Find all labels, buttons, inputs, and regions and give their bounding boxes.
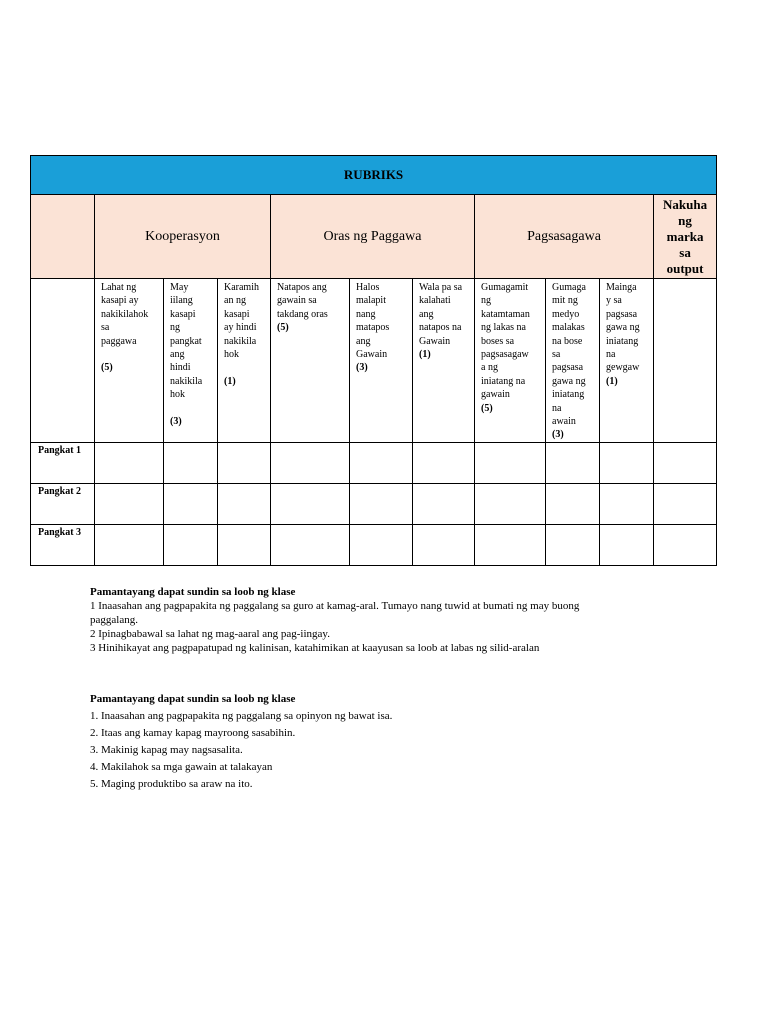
score-cell[interactable]: [218, 524, 271, 565]
output-score-header: Nakuha ng marka sa output: [654, 195, 717, 279]
criterion-text: Halos malapit nang matapos ang Gawain: [356, 282, 390, 361]
rules-heading: Pamantayang dapat sundin sa loob ng klase: [90, 693, 296, 705]
category-pagsasagawa: Pagsasagawa: [475, 195, 654, 279]
rule-item: paggalang.: [90, 614, 138, 626]
rule-item: 5. Maging produktibo sa araw na ito.: [90, 778, 253, 790]
score-cell[interactable]: [413, 524, 475, 565]
criterion-cell: [164, 279, 218, 443]
criterion-cell: [218, 279, 271, 443]
group-label: Pangkat 3: [31, 524, 95, 565]
score-cell[interactable]: [475, 442, 546, 483]
criterion-text: Lahat ng kasapi ay nakikilahok sa paggawa: [101, 282, 149, 347]
criterion-points: (3): [170, 416, 182, 428]
score-cell[interactable]: [271, 442, 350, 483]
criterion-cell: [350, 279, 413, 443]
criterion-cell: [546, 279, 600, 443]
criterion-text: Karamih an ng kasapi ay hindi nakikila hok: [224, 282, 259, 361]
criterion-points: (1): [606, 375, 618, 387]
criterion-text: Mainga y sa pagsasa gawa ng iniatang na gewgaw: [606, 282, 640, 374]
score-cell[interactable]: [164, 524, 218, 565]
score-cell[interactable]: [654, 483, 717, 524]
rule-item: 4. Makilahok sa mga gawain at talakayan: [90, 761, 273, 773]
score-cell[interactable]: [546, 524, 600, 565]
rules-heading: Pamantayang dapat sundin sa loob ng klase: [90, 586, 296, 598]
score-cell[interactable]: [218, 483, 271, 524]
score-cell[interactable]: [271, 524, 350, 565]
criterion-points: (1): [224, 375, 236, 387]
table-row: [31, 483, 717, 524]
rule-item: 1 Inaasahan ang pagpapakita ng paggalang sa guro at kamag-aral. Tumayo nang tuwid at bumati ng may buong: [90, 600, 580, 612]
rubric-title: RUBRIKS: [31, 156, 717, 195]
score-cell[interactable]: [546, 483, 600, 524]
blank-output-cell: [654, 279, 717, 443]
rules-section-1: [90, 585, 579, 655]
criterion-cell: [475, 279, 546, 443]
rule-item: 2. Itaas ang kamay kapag mayroong sasabihin.: [90, 727, 296, 739]
rules-section-2: [90, 691, 392, 793]
score-cell[interactable]: [413, 442, 475, 483]
table-row: [31, 524, 717, 565]
criterion-points: (5): [101, 362, 113, 374]
blank-header-cell: [31, 195, 95, 279]
rule-item: 3 Hinihikayat ang pagpapatupad ng kalinisan, katahimikan at kaayusan sa loob at labas ng silid-aralan: [90, 642, 540, 654]
criterion-cell: [413, 279, 475, 443]
criterion-points: (1): [419, 349, 431, 361]
score-cell[interactable]: [350, 524, 413, 565]
criterion-text: Wala pa sa kalahati ang natapos na Gawain: [419, 282, 463, 347]
score-cell[interactable]: [600, 483, 654, 524]
score-cell[interactable]: [95, 442, 164, 483]
rubric-table: [30, 155, 717, 566]
score-cell[interactable]: [164, 483, 218, 524]
criterion-text: Natapos ang gawain sa takdang oras: [277, 282, 328, 320]
criterion-text: May iilang kasapi ng pangkat ang hindi nakikila hok: [170, 282, 203, 401]
rule-item: 2 Ipinagbabawal sa lahat ng mag-aaral ang pag-iingay.: [90, 628, 330, 640]
category-kooperasyon: Kooperasyon: [95, 195, 271, 279]
table-row: [31, 442, 717, 483]
group-label: Pangkat 2: [31, 483, 95, 524]
criterion-cell: [600, 279, 654, 443]
score-cell[interactable]: [95, 483, 164, 524]
rule-item: 1. Inaasahan ang pagpapakita ng paggalang sa opinyon ng bawat isa.: [90, 710, 393, 722]
score-cell[interactable]: [546, 442, 600, 483]
score-cell[interactable]: [475, 524, 546, 565]
score-cell[interactable]: [350, 483, 413, 524]
score-cell[interactable]: [413, 483, 475, 524]
score-cell[interactable]: [95, 524, 164, 565]
score-cell[interactable]: [654, 442, 717, 483]
criterion-text: Gumaga mit ng medyo malakas na bose sa pagsasa gawa ng iniatang na awain: [552, 282, 586, 428]
score-cell[interactable]: [475, 483, 546, 524]
criterion-text: Gumagamit ng katamtaman ng lakas na boses sa pagsasagaw a ng iniatang na gawain: [481, 282, 530, 401]
score-cell[interactable]: [600, 524, 654, 565]
group-label: Pangkat 1: [31, 442, 95, 483]
criterion-points: (3): [356, 362, 368, 374]
criterion-points: (5): [481, 402, 493, 414]
score-cell[interactable]: [350, 442, 413, 483]
criterion-points: (3): [552, 429, 564, 441]
criterion-cell: [271, 279, 350, 443]
criterion-cell: [95, 279, 164, 443]
criterion-points: (5): [277, 322, 289, 334]
rule-item: 3. Makinig kapag may nagsasalita.: [90, 744, 243, 756]
score-cell[interactable]: [164, 442, 218, 483]
score-cell[interactable]: [600, 442, 654, 483]
score-cell[interactable]: [271, 483, 350, 524]
category-oras: Oras ng Paggawa: [271, 195, 475, 279]
score-cell[interactable]: [218, 442, 271, 483]
blank-desc-cell: [31, 279, 95, 443]
score-cell[interactable]: [654, 524, 717, 565]
